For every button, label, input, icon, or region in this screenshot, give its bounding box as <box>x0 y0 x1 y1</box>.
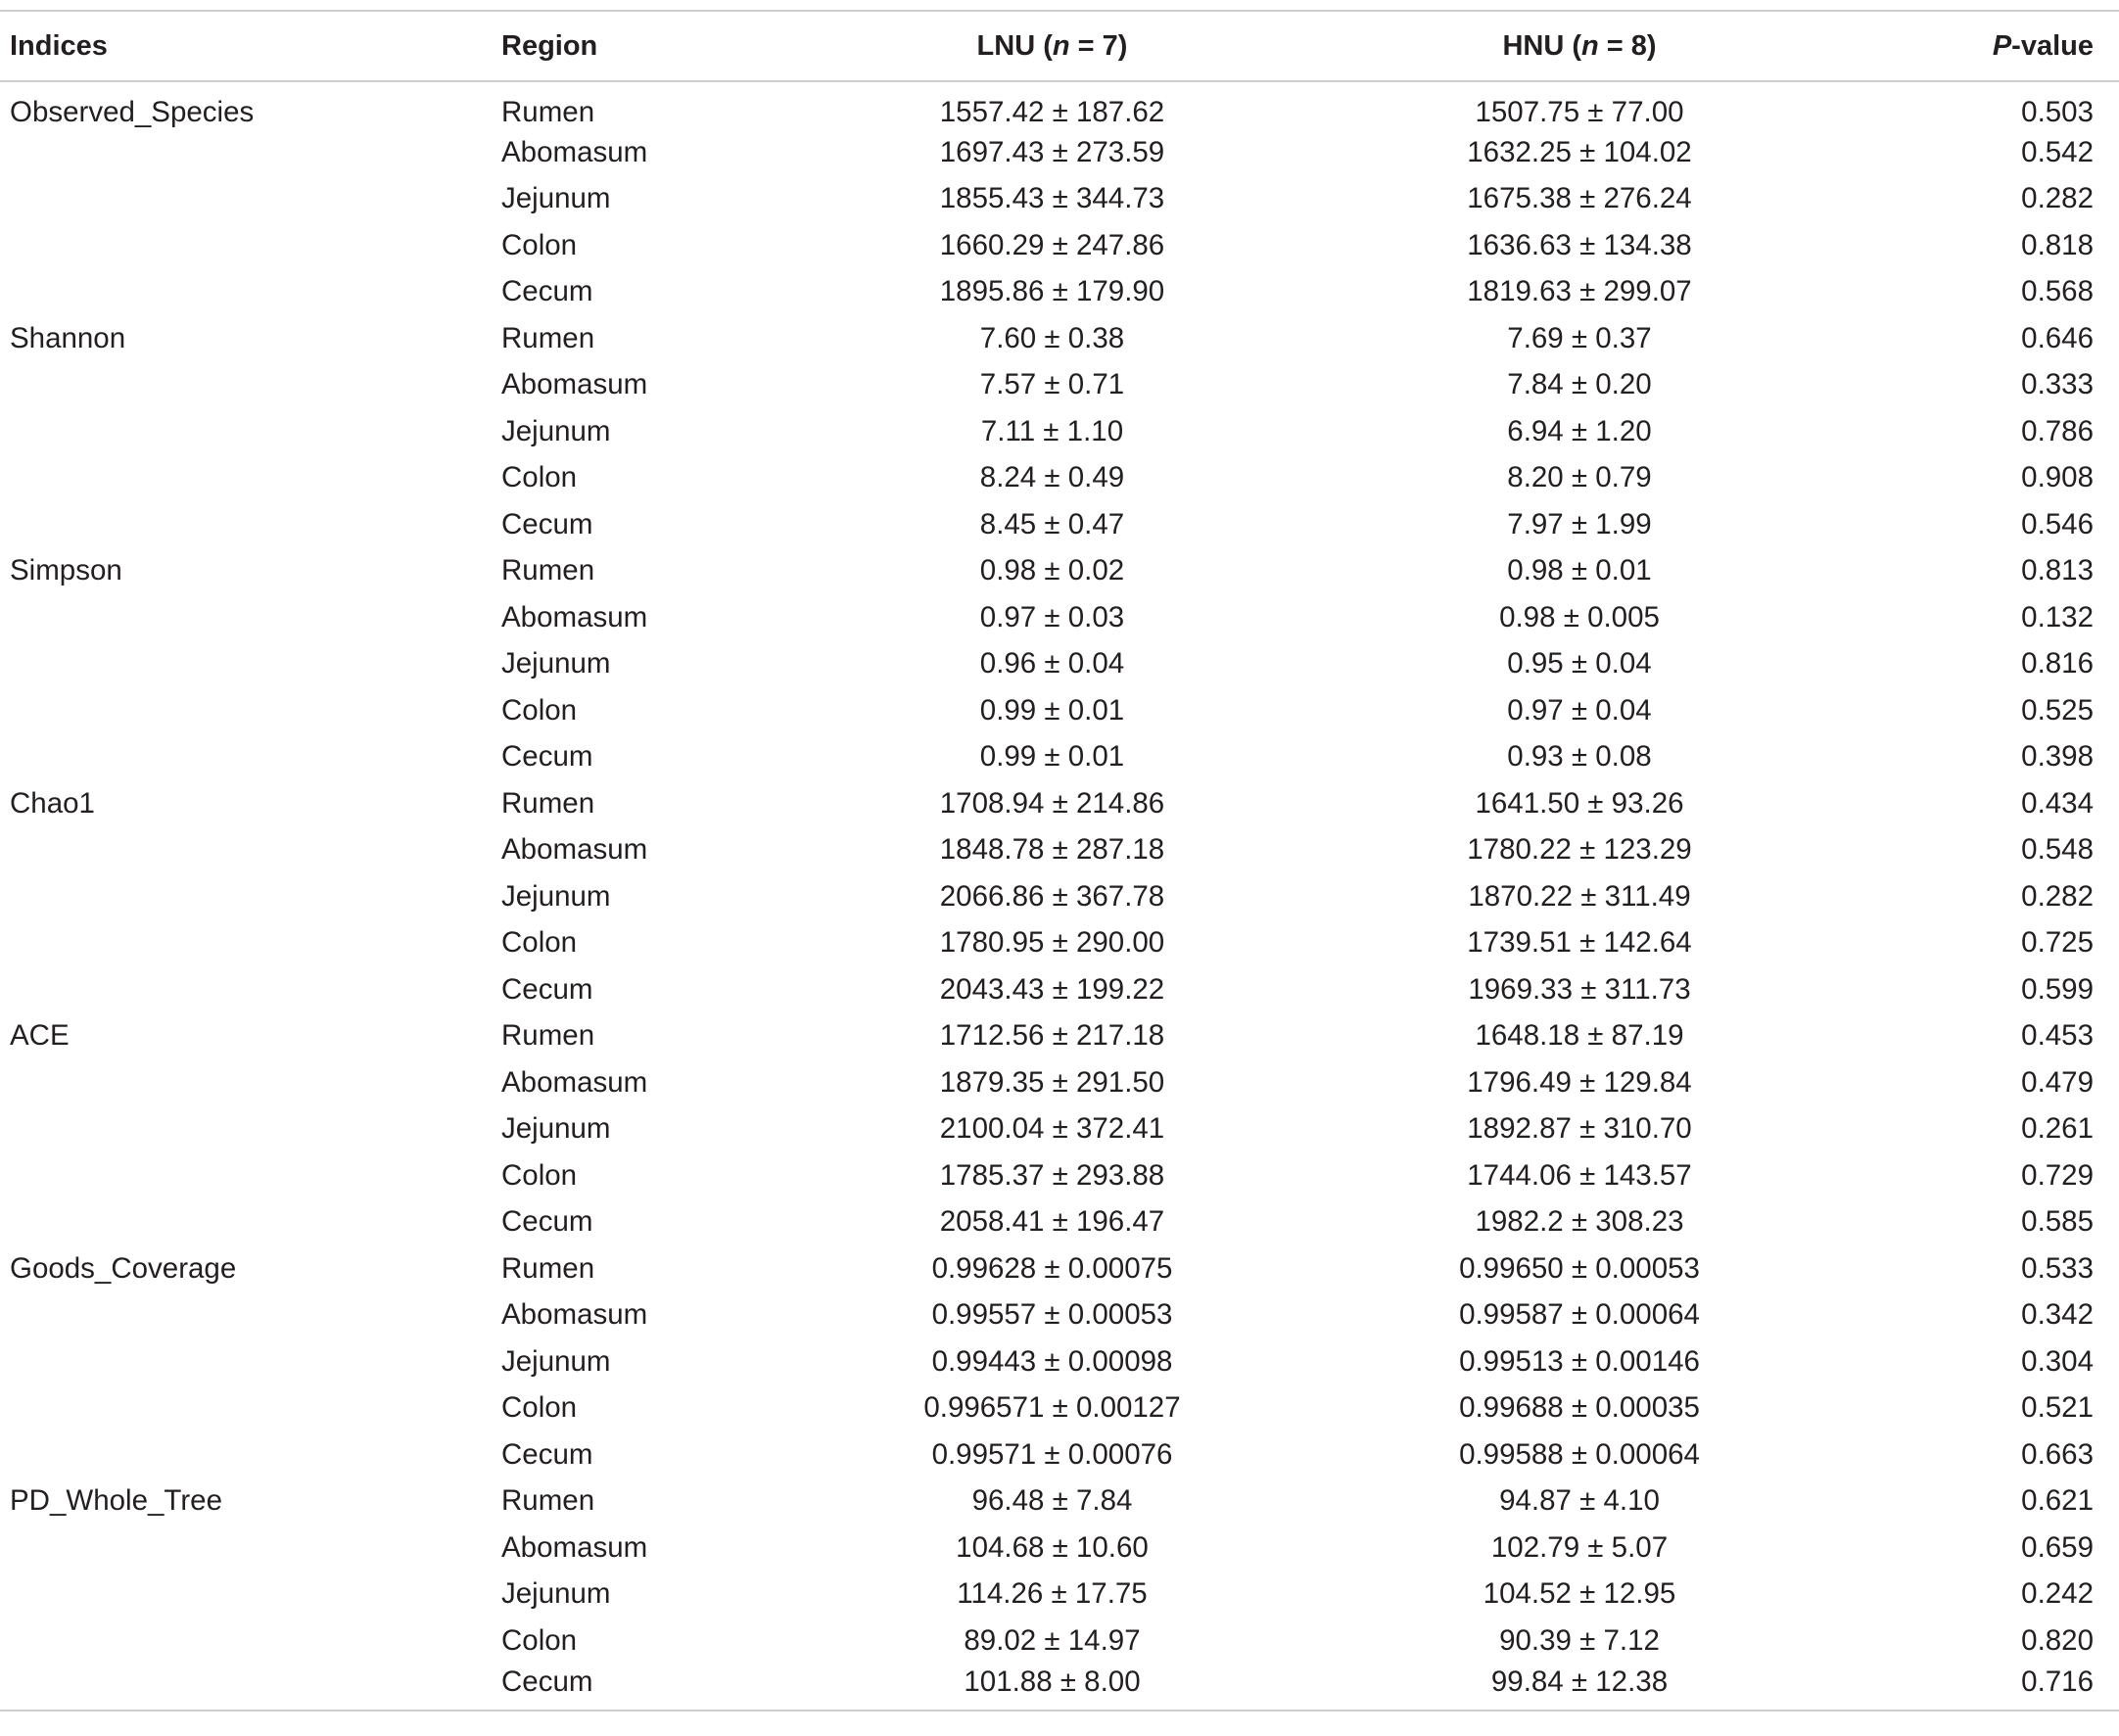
table-row <box>0 966 2119 1013</box>
cell-hnu: 0.99650 ± 0.00053 <box>1459 1251 1700 1285</box>
table-row <box>0 1199 2119 1246</box>
cell-lnu: 0.99 ± 0.01 <box>979 693 1125 727</box>
cell-hnu: 102.79 ± 5.07 <box>1490 1530 1669 1564</box>
cell-region: Colon <box>501 926 578 960</box>
cell-region: Rumen <box>501 786 595 820</box>
table-row <box>0 780 2119 827</box>
table-row <box>0 827 2119 874</box>
cell-region: Cecum <box>501 740 593 774</box>
cell-index <box>0 1525 501 1572</box>
table-header <box>0 11 2119 81</box>
cell-hnu: 0.93 ± 0.08 <box>1507 740 1652 774</box>
table-row <box>0 81 2119 129</box>
cell-lnu: 0.996571 ± 0.00127 <box>923 1391 1181 1425</box>
cell-region: Rumen <box>501 96 595 128</box>
header-p-italic: P <box>1992 29 2012 62</box>
header-lnu <box>824 11 1280 81</box>
table-row <box>0 641 2119 688</box>
cell-lnu: 0.99 ± 0.01 <box>979 740 1125 774</box>
cell-region: Jejunum <box>501 182 611 215</box>
cell-index: Goods_Coverage <box>10 1251 237 1285</box>
cell-hnu: 1648.18 ± 87.19 <box>1475 1019 1684 1053</box>
table-row <box>0 1152 2119 1199</box>
table-row <box>0 1385 2119 1432</box>
cell-hnu: 1636.63 ± 134.38 <box>1467 228 1692 261</box>
header-region: Region <box>501 11 824 81</box>
cell-index <box>0 1106 501 1153</box>
table-row <box>0 176 2119 223</box>
cell-region: Jejunum <box>501 1577 611 1611</box>
cell-p-value: 0.525 <box>2021 693 2094 727</box>
cell-lnu: 1712.56 ± 217.18 <box>939 1019 1165 1053</box>
cell-index: ACE <box>10 1019 70 1053</box>
table-row <box>0 315 2119 362</box>
cell-region: Jejunum <box>501 414 611 447</box>
cell-p-value: 0.132 <box>2021 600 2094 633</box>
cell-p-value: 0.434 <box>2021 786 2094 820</box>
cell-index: Chao1 <box>10 786 95 820</box>
cell-index <box>0 1431 501 1478</box>
cell-index <box>0 1199 501 1246</box>
cell-index <box>0 1059 501 1106</box>
cell-region: Colon <box>501 228 578 261</box>
cell-lnu: 0.98 ± 0.02 <box>979 554 1125 587</box>
cell-p-value: 0.716 <box>1879 1665 2119 1712</box>
cell-index <box>0 1572 501 1619</box>
cell-index: Shannon <box>10 321 126 354</box>
cell-p-value: 0.282 <box>2021 879 2094 913</box>
cell-p-value: 0.908 <box>2021 461 2094 494</box>
cell-index <box>0 176 501 223</box>
cell-region: Cecum <box>501 1437 593 1471</box>
cell-lnu: 2066.86 ± 367.78 <box>939 879 1165 913</box>
cell-region: Rumen <box>501 554 595 587</box>
cell-region: Colon <box>501 1623 578 1657</box>
cell-region: Cecum <box>501 1665 824 1712</box>
cell-region: Cecum <box>501 275 593 308</box>
cell-p-value: 0.818 <box>2021 228 2094 261</box>
table-row <box>0 1665 2119 1712</box>
cell-p-value: 0.548 <box>2021 833 2094 867</box>
cell-lnu: 89.02 ± 14.97 <box>964 1623 1141 1657</box>
cell-hnu: 0.99588 ± 0.00064 <box>1459 1437 1700 1471</box>
table-row <box>0 1292 2119 1339</box>
cell-hnu: 7.69 ± 0.37 <box>1507 321 1652 354</box>
cell-region: Cecum <box>501 972 593 1006</box>
table-row <box>0 1013 2119 1060</box>
cell-p-value: 0.659 <box>2021 1530 2094 1564</box>
header-hnu-n: n <box>1580 29 1599 62</box>
cell-index: Observed_Species <box>10 96 255 128</box>
cell-lnu: 0.99443 ± 0.00098 <box>931 1344 1173 1378</box>
cell-p-value: 0.282 <box>2021 182 2094 215</box>
cell-index <box>0 1385 501 1432</box>
table-row <box>0 1059 2119 1106</box>
cell-lnu: 1697.43 ± 273.59 <box>939 135 1165 168</box>
header-hnu-suffix: = 8) <box>1598 29 1657 62</box>
cell-region: Colon <box>501 693 578 727</box>
cell-index <box>0 641 501 688</box>
cell-hnu: 1796.49 ± 129.84 <box>1467 1065 1692 1099</box>
cell-lnu: 0.96 ± 0.04 <box>979 647 1125 680</box>
cell-hnu: 1780.22 ± 123.29 <box>1467 833 1692 867</box>
cell-index <box>0 687 501 734</box>
table-row <box>0 594 2119 641</box>
table-row <box>0 1338 2119 1385</box>
cell-lnu: 1557.42 ± 187.62 <box>939 96 1165 128</box>
cell-hnu: 1641.50 ± 93.26 <box>1475 786 1684 820</box>
header-hnu <box>1280 11 1879 81</box>
cell-index <box>0 129 501 176</box>
cell-p-value: 0.533 <box>2021 1251 2094 1285</box>
cell-hnu: 99.84 ± 12.38 <box>1280 1665 1879 1712</box>
table-row <box>0 734 2119 781</box>
cell-hnu: 0.97 ± 0.04 <box>1507 693 1652 727</box>
cell-hnu: 6.94 ± 1.20 <box>1507 414 1652 447</box>
cell-lnu: 1780.95 ± 290.00 <box>939 926 1165 960</box>
cell-p-value: 0.663 <box>2021 1437 2094 1471</box>
header-lnu-suffix: = 7) <box>1069 29 1128 62</box>
cell-hnu: 1870.22 ± 311.49 <box>1468 879 1691 913</box>
table-row <box>0 1106 2119 1153</box>
cell-p-value: 0.820 <box>2021 1623 2094 1657</box>
table-row <box>0 1572 2119 1619</box>
cell-hnu: 8.20 ± 0.79 <box>1507 461 1652 494</box>
cell-hnu: 94.87 ± 4.10 <box>1499 1484 1660 1518</box>
cell-region: Abomasum <box>501 135 648 168</box>
table-row <box>0 548 2119 595</box>
cell-lnu: 0.99628 ± 0.00075 <box>931 1251 1173 1285</box>
cell-lnu: 1848.78 ± 287.18 <box>939 833 1165 867</box>
cell-p-value: 0.503 <box>2021 96 2094 128</box>
cell-region: Rumen <box>501 321 595 354</box>
cell-p-value: 0.646 <box>2021 321 2094 354</box>
cell-hnu: 0.99587 ± 0.00064 <box>1459 1298 1700 1332</box>
cell-hnu: 7.97 ± 1.99 <box>1507 507 1652 540</box>
cell-lnu: 2058.41 ± 196.47 <box>939 1205 1165 1239</box>
table-row <box>0 269 2119 316</box>
cell-lnu: 1895.86 ± 179.90 <box>939 275 1165 308</box>
cell-p-value: 0.621 <box>2021 1484 2094 1518</box>
cell-p-value: 0.521 <box>2021 1391 2094 1425</box>
table-row <box>0 1478 2119 1525</box>
cell-lnu: 101.88 ± 8.00 <box>824 1665 1280 1712</box>
table-row <box>0 408 2119 455</box>
cell-index <box>0 408 501 455</box>
table-row <box>0 1245 2119 1292</box>
table-row <box>0 1525 2119 1572</box>
alpha-diversity-table <box>0 10 2119 1712</box>
table-row <box>0 1618 2119 1665</box>
cell-region: Abomasum <box>501 833 648 867</box>
cell-lnu: 8.24 ± 0.49 <box>979 461 1125 494</box>
cell-hnu: 0.95 ± 0.04 <box>1507 647 1652 680</box>
cell-p-value: 0.729 <box>2021 1158 2094 1192</box>
cell-region: Abomasum <box>501 600 648 633</box>
cell-p-value: 0.786 <box>2021 414 2094 447</box>
cell-index <box>0 362 501 409</box>
cell-region: Cecum <box>501 1205 593 1239</box>
table-row <box>0 687 2119 734</box>
cell-p-value: 0.542 <box>2021 135 2094 168</box>
cell-lnu: 0.99571 ± 0.00076 <box>931 1437 1173 1471</box>
cell-hnu: 1632.25 ± 104.02 <box>1467 135 1692 168</box>
header-row <box>0 11 2119 81</box>
cell-region: Jejunum <box>501 1344 611 1378</box>
cell-p-value: 0.304 <box>2021 1344 2094 1378</box>
cell-region: Jejunum <box>501 1112 611 1146</box>
cell-p-value: 0.585 <box>2021 1205 2094 1239</box>
cell-region: Cecum <box>501 507 593 540</box>
cell-region: Jejunum <box>501 879 611 913</box>
cell-region: Colon <box>501 461 578 494</box>
cell-lnu: 96.48 ± 7.84 <box>971 1484 1133 1518</box>
cell-p-value: 0.261 <box>2021 1112 2094 1146</box>
header-lnu-n: n <box>1052 29 1070 62</box>
cell-region: Rumen <box>501 1484 595 1518</box>
table-row <box>0 501 2119 548</box>
cell-index <box>0 269 501 316</box>
cell-index <box>0 1152 501 1199</box>
cell-index <box>0 501 501 548</box>
cell-region: Jejunum <box>501 647 611 680</box>
cell-lnu: 1879.35 ± 291.50 <box>939 1065 1165 1099</box>
cell-index <box>0 1292 501 1339</box>
cell-hnu: 0.99688 ± 0.00035 <box>1459 1391 1700 1425</box>
cell-p-value: 0.568 <box>2021 275 2094 308</box>
table-row <box>0 920 2119 967</box>
cell-index <box>0 966 501 1013</box>
cell-region: Rumen <box>501 1019 595 1053</box>
cell-p-value: 0.453 <box>2021 1019 2094 1053</box>
cell-hnu: 1739.51 ± 142.64 <box>1467 926 1692 960</box>
cell-index: Simpson <box>10 554 122 587</box>
table-row <box>0 455 2119 502</box>
cell-p-value: 0.398 <box>2021 740 2094 774</box>
cell-index <box>0 594 501 641</box>
cell-hnu: 1744.06 ± 143.57 <box>1467 1158 1692 1192</box>
cell-region: Abomasum <box>501 368 648 401</box>
cell-p-value: 0.546 <box>2021 507 2094 540</box>
header-p-value <box>1879 11 2119 81</box>
cell-lnu: 2100.04 ± 372.41 <box>939 1112 1165 1146</box>
cell-index <box>0 734 501 781</box>
cell-hnu: 1507.75 ± 77.00 <box>1475 96 1684 128</box>
cell-lnu: 104.68 ± 10.60 <box>956 1530 1149 1564</box>
cell-p-value: 0.813 <box>2021 554 2094 587</box>
cell-index <box>0 873 501 920</box>
cell-hnu: 1819.63 ± 299.07 <box>1467 275 1692 308</box>
cell-region: Abomasum <box>501 1065 648 1099</box>
cell-p-value: 0.242 <box>2021 1577 2094 1611</box>
table-row <box>0 222 2119 269</box>
table-row <box>0 1431 2119 1478</box>
cell-lnu: 7.60 ± 0.38 <box>979 321 1125 354</box>
cell-p-value: 0.725 <box>2021 926 2094 960</box>
cell-lnu: 7.57 ± 0.71 <box>979 368 1125 401</box>
cell-p-value: 0.479 <box>2021 1065 2094 1099</box>
cell-p-value: 0.333 <box>2021 368 2094 401</box>
cell-lnu: 2043.43 ± 199.22 <box>939 972 1165 1006</box>
cell-region: Colon <box>501 1158 578 1192</box>
cell-index <box>0 222 501 269</box>
cell-index: PD_Whole_Tree <box>10 1484 222 1518</box>
table-body <box>0 81 2119 1711</box>
cell-lnu: 1660.29 ± 247.86 <box>939 228 1165 261</box>
alpha-diversity-table-container <box>0 10 2094 1712</box>
cell-lnu: 1708.94 ± 214.86 <box>939 786 1165 820</box>
cell-index <box>0 827 501 874</box>
cell-lnu: 1785.37 ± 293.88 <box>939 1158 1165 1192</box>
cell-hnu: 0.98 ± 0.005 <box>1499 600 1660 633</box>
cell-hnu: 1969.33 ± 311.73 <box>1468 972 1691 1006</box>
cell-hnu: 1982.2 ± 308.23 <box>1475 1205 1684 1239</box>
cell-p-value: 0.816 <box>2021 647 2094 680</box>
cell-lnu: 0.97 ± 0.03 <box>979 600 1125 633</box>
cell-index <box>0 455 501 502</box>
cell-hnu: 1675.38 ± 276.24 <box>1467 182 1692 215</box>
cell-p-value: 0.342 <box>2021 1298 2094 1332</box>
cell-p-value: 0.599 <box>2021 972 2094 1006</box>
cell-region: Rumen <box>501 1251 595 1285</box>
cell-hnu: 7.84 ± 0.20 <box>1507 368 1652 401</box>
cell-lnu: 1855.43 ± 344.73 <box>939 182 1165 215</box>
cell-index <box>0 1618 501 1665</box>
cell-index <box>0 920 501 967</box>
cell-region: Abomasum <box>501 1530 648 1564</box>
cell-hnu: 0.99513 ± 0.00146 <box>1459 1344 1700 1378</box>
table-row <box>0 873 2119 920</box>
header-p-suffix: -value <box>2011 29 2094 62</box>
cell-region: Colon <box>501 1391 578 1425</box>
cell-lnu: 114.26 ± 17.75 <box>957 1577 1148 1611</box>
cell-index <box>0 1665 501 1712</box>
cell-lnu: 8.45 ± 0.47 <box>979 507 1125 540</box>
cell-index <box>0 1338 501 1385</box>
cell-region: Abomasum <box>501 1298 648 1332</box>
cell-hnu: 90.39 ± 7.12 <box>1499 1623 1660 1657</box>
header-indices: Indices <box>0 11 501 81</box>
cell-hnu: 0.98 ± 0.01 <box>1507 554 1652 587</box>
cell-hnu: 1892.87 ± 310.70 <box>1467 1112 1692 1146</box>
header-lnu-prefix: LNU ( <box>976 29 1053 62</box>
cell-hnu: 104.52 ± 12.95 <box>1483 1577 1676 1611</box>
cell-lnu: 7.11 ± 1.10 <box>980 414 1124 447</box>
cell-lnu: 0.99557 ± 0.00053 <box>931 1298 1173 1332</box>
table-row <box>0 362 2119 409</box>
table-row <box>0 129 2119 176</box>
header-hnu-prefix: HNU ( <box>1502 29 1581 62</box>
